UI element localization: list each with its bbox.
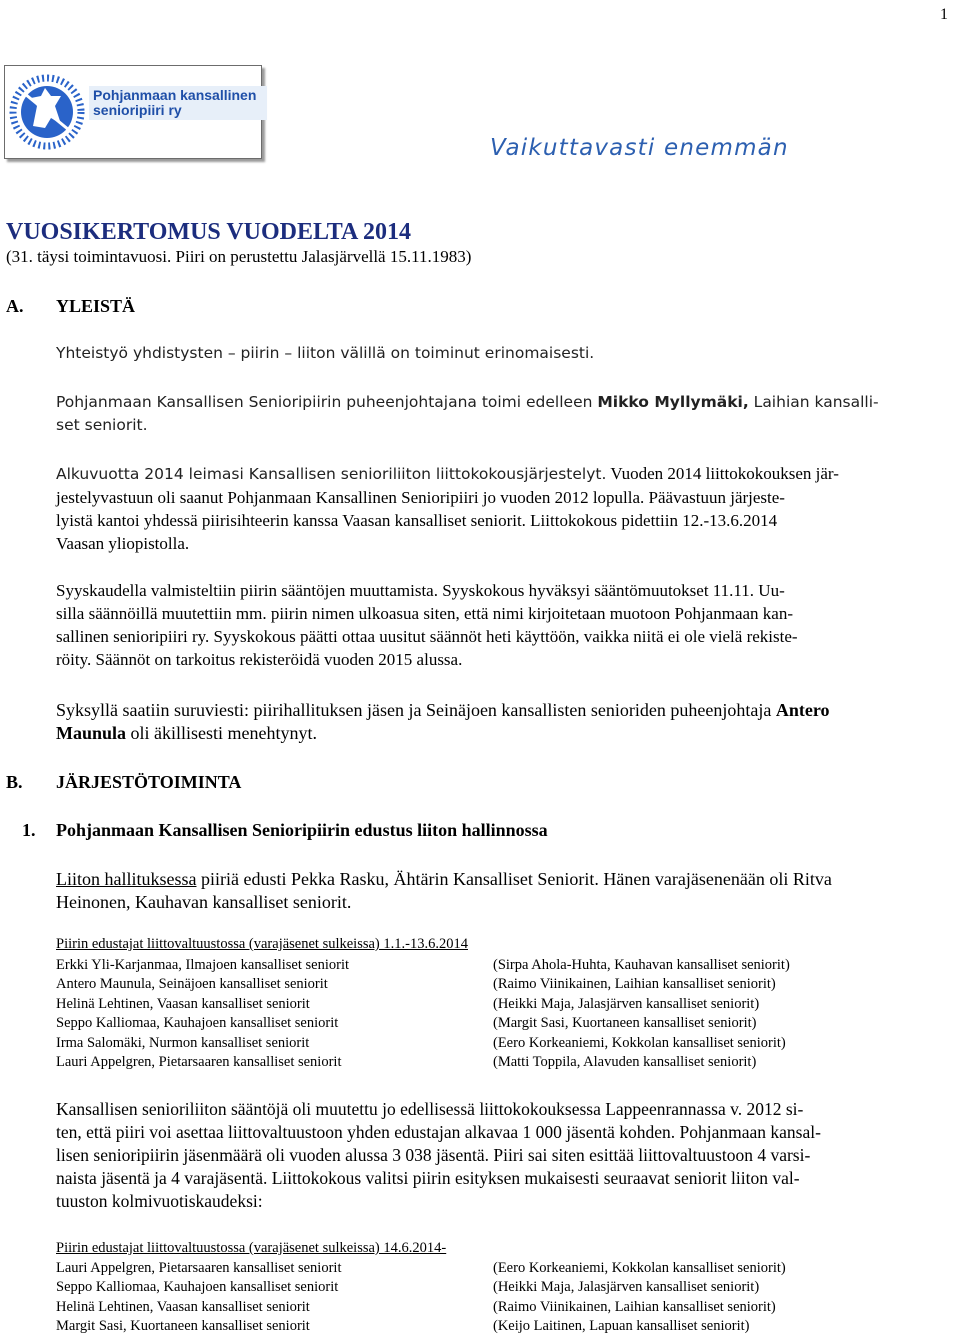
rules-paragraph: Kansallisen senioriliiton sääntöjä oli muutettu jo edellisessä liittokokouksessa Lappeenrannassa v. 2012 si- ten, että piiri voi asettaa liittovaltuustoon yhden edustajan alkavaa 1 000 jäsentä kohden. Pohjanmaan kansal- lisen senioripiirin jäsenmäärä oli vuoden alussa 3 038 jäsentä. Piiri sai siten esittää liittovaltuustoon 4 varsi- naista jäsentä ja 4 varajäsentä. Liittokokous valitsi piirin esityksen mukaisesti seuraavat seniorit liiton val- tuuston kolmivuotiskaudeksi: xyxy=(56,1099,821,1211)
logo-tagline: Vaikuttavasti enemmän xyxy=(490,135,789,161)
section-a-p5: Syksyllä saatiin suruviesti: piirihallituksen jäsen ja Seinäjoen kansallisten senioriden puheenjohtaja Antero Maunula oli äkillisesti menehtynyt. xyxy=(56,700,830,743)
council-list-2-heading: Piirin edustajat liittovaltuustossa (varajäsenet sulkeissa) 14.6.2014- xyxy=(56,1240,447,1256)
board-paragraph: Liiton hallituksessa piiriä edusti Pekka Rasku, Ähtärin Kansalliset Seniorit. Hänen varajäsenenään oli Ritva Heinonen, Kauhavan kansalliset seniorit. xyxy=(56,869,832,912)
document-title: VUOSIKERTOMUS VUODELTA 2014 xyxy=(6,219,412,245)
section-a-p4: Syyskaudella valmisteltiin piirin sääntöjen muuttamista. Syyskokous hyväksyi sääntömuutokset 11.11. Uu- silla säännöillä muutettiin mm. piirin nimen ulkoasua siten, että nimi kirjoitetaan muotoon Pohjanmaan kan- sallinen senioripiiri ry. Syyskokous päätti ottaa uusitut säännöt heti käyttöön, vaikka niitä ei ole vielä rekiste- röity. Säännöt on tarkoitus rekisteröidä vuoden 2015 alussa. xyxy=(56,581,798,669)
document-subtitle: (31. täysi toimintavuosi. Piiri on perustettu Jalasjärvellä 15.11.1983) xyxy=(6,247,472,266)
section-a-letter: A. xyxy=(6,296,24,316)
board-label: Liiton hallituksessa xyxy=(56,869,197,889)
section-b-letter: B. xyxy=(6,772,23,792)
subsection-1-number: 1. xyxy=(22,820,36,840)
chairman-name: Mikko Myllymäki, xyxy=(597,393,749,411)
logo-text xyxy=(89,86,267,120)
organization-logo xyxy=(4,65,262,159)
section-b-heading: JÄRJESTÖTOIMINTA xyxy=(56,772,242,792)
page-number: 1 xyxy=(940,6,948,23)
section-a-heading: YLEISTÄ xyxy=(56,296,136,316)
section-a-p1: Yhteistyö yhdistysten – piirin – liiton välillä on toiminut erinomaisesti. xyxy=(56,344,595,362)
logo-line-2: senioripiiri ry xyxy=(93,102,182,118)
council-list-1-heading: Piirin edustajat liittovaltuustossa (varajäsenet sulkeissa) 1.1.-13.6.2014 xyxy=(56,936,468,952)
subsection-1-title: Pohjanmaan Kansallisen Senioripiirin edustus liiton hallinnossa xyxy=(56,820,548,840)
section-a-p2: Pohjanmaan Kansallisen Senioripiirin puheenjohtajana toimi edelleen Mikko Myllymäki, Laihian kansalli- set seniorit. xyxy=(56,393,879,434)
section-a-p3: Alkuvuotta 2014 leimasi Kansallisen senioriliiton liittokokousjärjestelyt. Vuoden 2014 liittokokouksen jär- jestelyvastuun oli saanut Pohjanmaan Kansallinen Senioripiiri jo vuoden 2012 lopulla. Päävastuun järjeste- lyistä kantoi yhdessä piirisihteerin kanssa Vaasan kansalliset seniorit. Liittokokous pidettiin 12.-13.6.2014 Vaasan yliopistolla. xyxy=(56,464,839,553)
logo-line-1: Pohjanmaan kansallinen xyxy=(93,87,257,103)
